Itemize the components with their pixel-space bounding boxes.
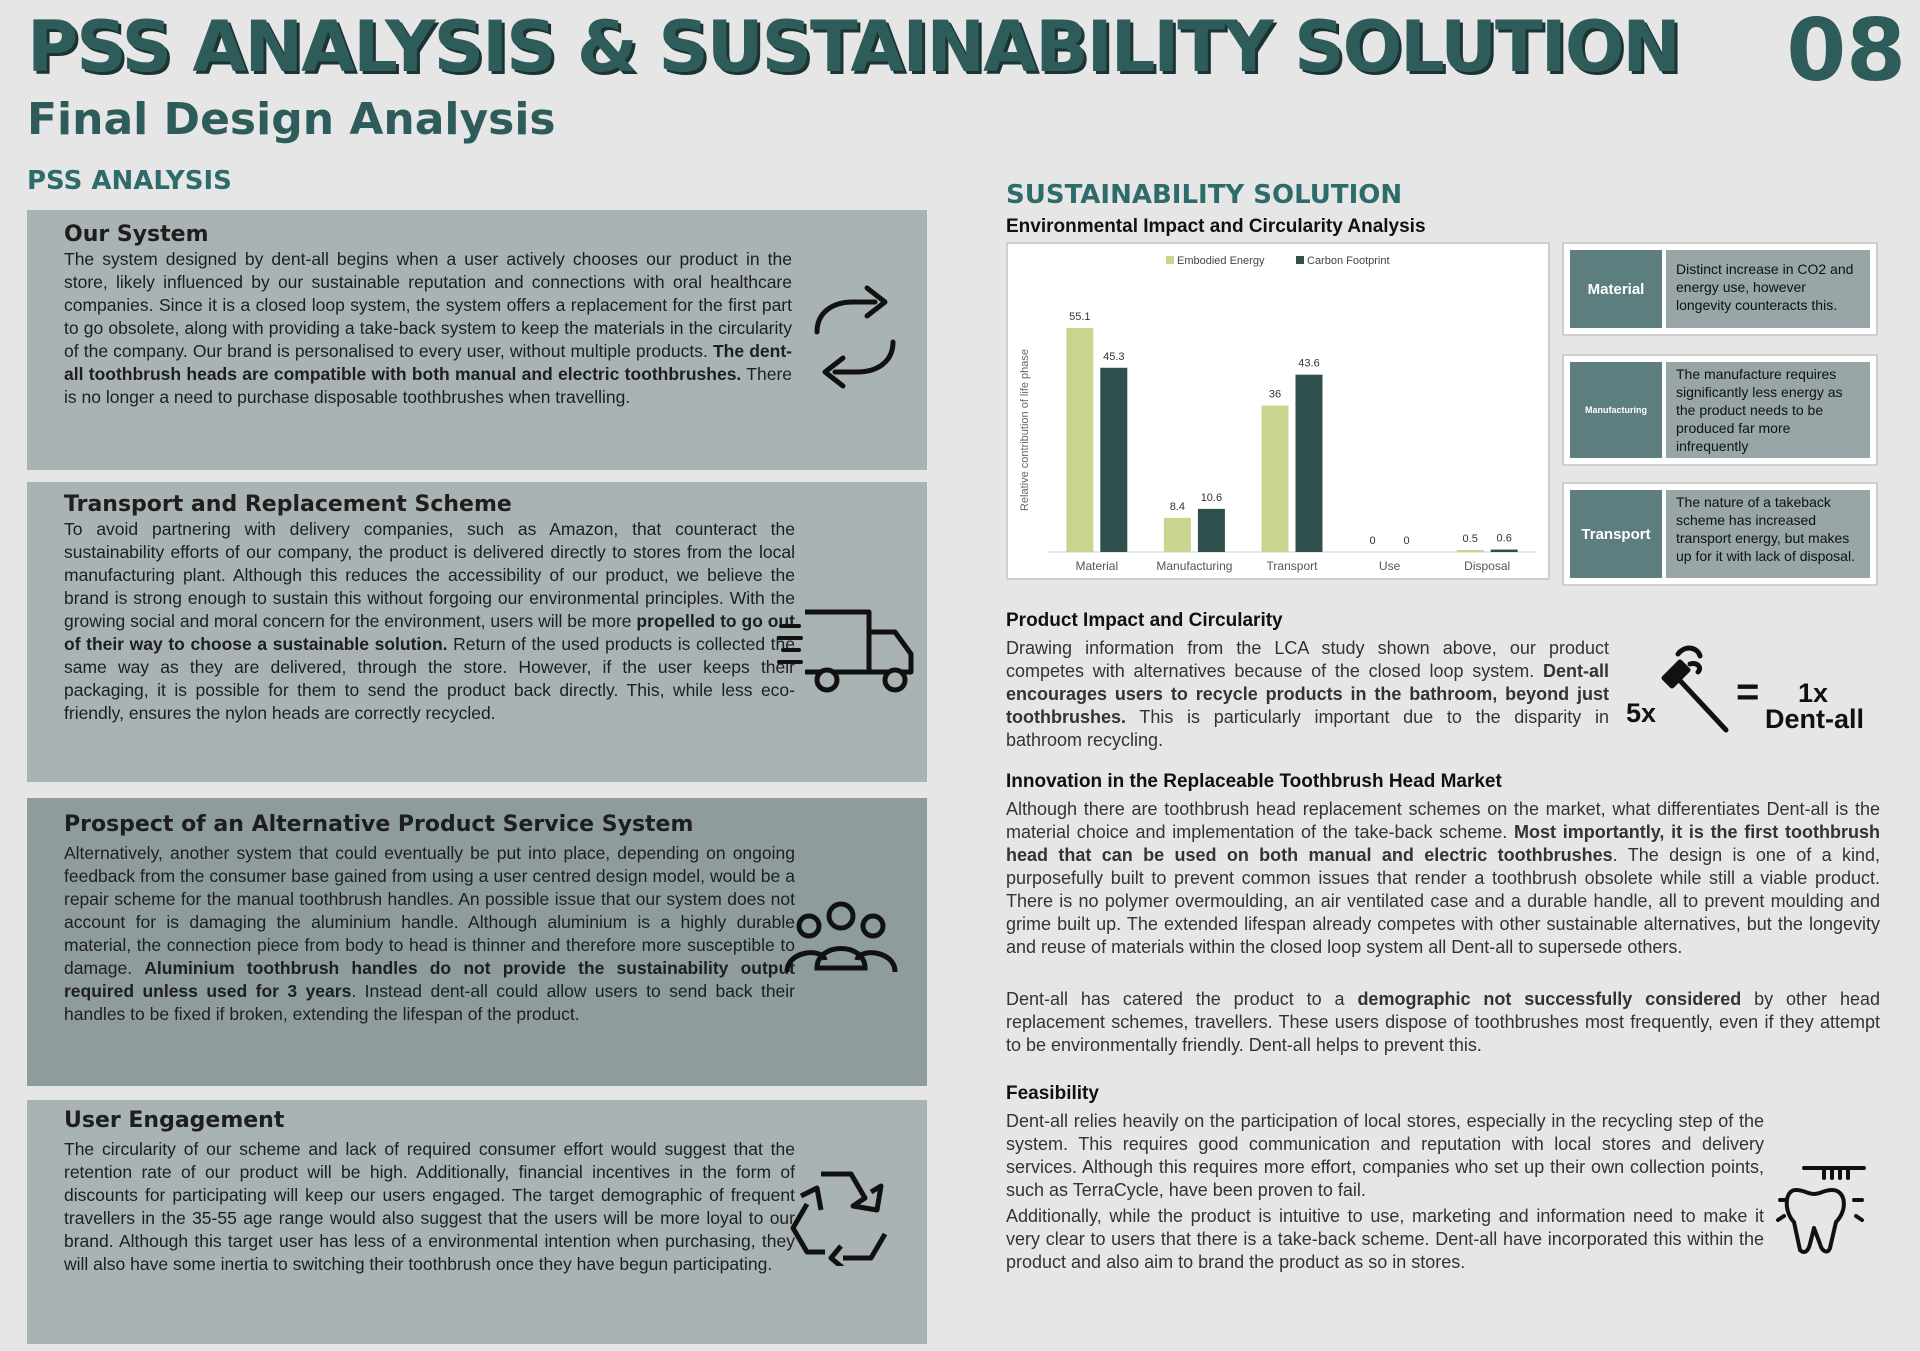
- legend-swatch: [1166, 256, 1174, 264]
- innovation-heading: Innovation in the Replaceable Toothbrush Head Market: [1006, 771, 1502, 792]
- delivery-truck-icon: [777, 602, 917, 702]
- data-label: 55.1: [1069, 310, 1091, 323]
- card-text: Distinct increase in CO2 and energy use, however longevity counteracts this.: [1666, 250, 1870, 328]
- card-transport: [1562, 482, 1878, 586]
- data-label: 10.6: [1200, 491, 1223, 504]
- data-label: 0.5: [1462, 532, 1478, 545]
- panel-title: Transport and Replacement Scheme: [64, 492, 512, 517]
- bar-material-carbon-footprint: [1100, 368, 1127, 552]
- legend-label: Carbon Footprint: [1307, 255, 1390, 267]
- card-label: Material: [1570, 250, 1662, 328]
- panel-text: To avoid partnering with delivery companies, such as Amazon, that counteract the sustainability efforts of our company, the product is delivered directly to stores from the local manufacturing plant. Although this reduces the accessibility of our product, we believe the brand is strong enough to sustain this without forgoing our environmental principles. With the growing social and moral concern for the environment, users will be more propelled to go out of their way to choose a sustainable solution. Return of the used products is collected the same way as they are delivered, through the store. However, if the user keeps their packaging, it is possible for them to send the product back directly. This, while less eco-friendly, ensures the nylon heads are correctly recycled.: [64, 519, 795, 723]
- x-tick-label: Disposal: [1464, 559, 1511, 573]
- data-label: 36: [1268, 388, 1282, 401]
- x-tick-label: Material: [1075, 559, 1119, 573]
- panel-text: The system designed by dent-all begins when a user actively chooses our product in the store, likely influenced by our sustainable reputation and connections with oral healthcare companies. Since it is a closed loop system, the system offers a replacement for the first part to go obsolete, along with providing a take-back system to keep the materials in the circularity of the company. Our brand is personalised to every user, without multiple products. The dent-all toothbrush heads are compatible with both manual and electric toothbrushes. There is no longer a need to purchase disposable toothbrushes when travelling.: [64, 249, 792, 407]
- panel-title: Our System: [64, 222, 209, 247]
- bar-transport-carbon-footprint: [1296, 375, 1323, 552]
- sustainability-solution-heading: SUSTAINABILITY SOLUTION: [1006, 180, 1403, 210]
- card-label: Transport: [1570, 490, 1662, 578]
- equation-sign: =: [1736, 670, 1760, 714]
- equation-graphic: [1620, 640, 1880, 740]
- card-text: The manufacture requires significantly less energy as the product needs to be produced far more infrequently: [1666, 362, 1870, 458]
- refresh-arrows-icon: [805, 282, 905, 392]
- data-label: 45.3: [1103, 350, 1125, 363]
- toothbrush-icon: [1658, 642, 1732, 734]
- data-label: 43.6: [1298, 357, 1320, 370]
- panel-title: Prospect of an Alternative Product Service System: [64, 812, 694, 837]
- equation-left: 5x: [1626, 698, 1657, 728]
- card-manufacturing: [1562, 354, 1878, 466]
- legend-swatch: [1296, 256, 1304, 264]
- bar-disposal-embodied-energy: [1457, 550, 1484, 552]
- panel-text: The circularity of our scheme and lack of required consumer effort would suggest that the retention rate of our product will be high. Additionally, financial incentives in the form of discounts for participating will keep our users engaged. The target demographic of frequent travellers in the 35-55 age range would also suggest that the users will be more loyal to our brand. Although this target user has less of a environmental intention when purchasing, they will also have some inertia to switching their toothbrush once they have begun participating.: [64, 1139, 795, 1274]
- x-tick-label: Transport: [1266, 559, 1318, 573]
- bar-manufacturing-carbon-footprint: [1198, 509, 1225, 552]
- impact-text: Drawing information from the LCA study shown above, our product competes with alternatives because of the closed loop system. Dent-all encourages users to recycle products in the bathroom, beyond just toothbrushes. This is particularly important due to the disparity in bathroom recycling.: [1006, 638, 1609, 750]
- x-tick-label: Manufacturing: [1156, 559, 1233, 573]
- bar-transport-embodied-energy: [1262, 406, 1289, 552]
- chart-heading: Environmental Impact and Circularity Analysis: [1006, 216, 1426, 237]
- data-label: 8.4: [1169, 500, 1186, 513]
- feasibility-heading: Feasibility: [1006, 1083, 1099, 1104]
- impact-heading: Product Impact and Circularity: [1006, 610, 1283, 631]
- page-title: PSS ANALYSIS & SUSTAINABILITY SOLUTION: [27, 6, 1679, 88]
- card-text: The nature of a takeback scheme has increased transport energy, but makes up for it with lack of disposal.: [1666, 490, 1870, 578]
- pss-analysis-heading: PSS ANALYSIS: [27, 166, 232, 196]
- innovation-text: Although there are toothbrush head replacement schemes on the market, what differentiates Dent-all is the material choice and implementation of the take-back scheme. Most importantly, it is the first toothbrush head that can be used on both manual and electric toothbrushes. The design is one of a kind, purposefully built to prevent common issues that render a toothbrush obsolete while still a viable product. There is no polymer overmoulding, an air ventilated case and a durable handle, all to prevent moulding and grime built up. The extended lifespan already competes with other sustainable alternatives, but the longevity and reuse of materials within the closed loop system all Dent-all to supersede others.: [1006, 799, 1880, 957]
- bar-material-embodied-energy: [1066, 328, 1093, 552]
- panel-title: User Engagement: [64, 1108, 285, 1133]
- panel-transport: [27, 482, 927, 782]
- recycle-icon: [781, 1166, 891, 1266]
- legend-label: Embodied Energy: [1177, 255, 1265, 267]
- tooth-brushing-icon: [1774, 1160, 1868, 1256]
- environmental-impact-chart: [1006, 242, 1550, 580]
- bar-manufacturing-embodied-energy: [1164, 518, 1191, 552]
- user-group-icon: [783, 898, 899, 978]
- panel-our-system: [27, 210, 927, 470]
- equation-right-top: 1x: [1798, 678, 1829, 708]
- panel-user-engagement: [27, 1100, 927, 1344]
- panel-alternative-pss: [27, 798, 927, 1086]
- innovation-text-2: Dent-all has catered the product to a demographic not successfully considered by other head replacement schemes, travellers. These users dispose of toothbrushes most frequently, even if they attempt to be environmentally friendly. Dent-all helps to prevent this.: [1006, 989, 1880, 1055]
- card-label: Manufacturing: [1570, 362, 1662, 458]
- bar-chart: [1008, 244, 1548, 578]
- data-label: 0: [1403, 535, 1410, 547]
- panel-text: Alternatively, another system that could eventually be put into place, depending on ongoing feedback from the consumer base gained from using a user centred design model, would be a repair scheme for the manual toothbrush handles. An possible issue that our system does not account for is damaging the aluminium handle. Although aluminium is a highly durable material, the connection piece from body to head is thinner and therefore more susceptible to damage. Aluminium toothbrush handles do not provide the sustainability output required unless used for 3 years. Instead dent-all could allow users to send back their handles to be fixed if broken, extending the lifespan of the product.: [64, 843, 795, 1024]
- feasibility-text-2: Additionally, while the product is intuitive to use, marketing and information need to make it very clear to users that there is a take-back scheme. Dent-all have incorporated this within the product and also aim to brand the product as so in stores.: [1006, 1206, 1764, 1272]
- page-number: 08: [1786, 1, 1906, 101]
- page-subtitle: Final Design Analysis: [27, 94, 556, 145]
- data-label: 0: [1369, 535, 1376, 547]
- equation-right-bottom: Dent-all: [1765, 704, 1865, 734]
- bar-disposal-carbon-footprint: [1491, 550, 1518, 552]
- y-axis-label: Relative contribution of life phase: [1019, 348, 1031, 512]
- data-label: 0.6: [1496, 532, 1512, 545]
- feasibility-text-1: Dent-all relies heavily on the participation of local stores, especially in the recycling step of the system. This requires good communication and reputation with local stores and delivery services. Although this requires more effort, companies who set up their own collection points, such as TerraCycle, have been proven to fail.: [1006, 1111, 1764, 1200]
- card-material: [1562, 242, 1878, 336]
- x-tick-label: Use: [1378, 559, 1401, 573]
